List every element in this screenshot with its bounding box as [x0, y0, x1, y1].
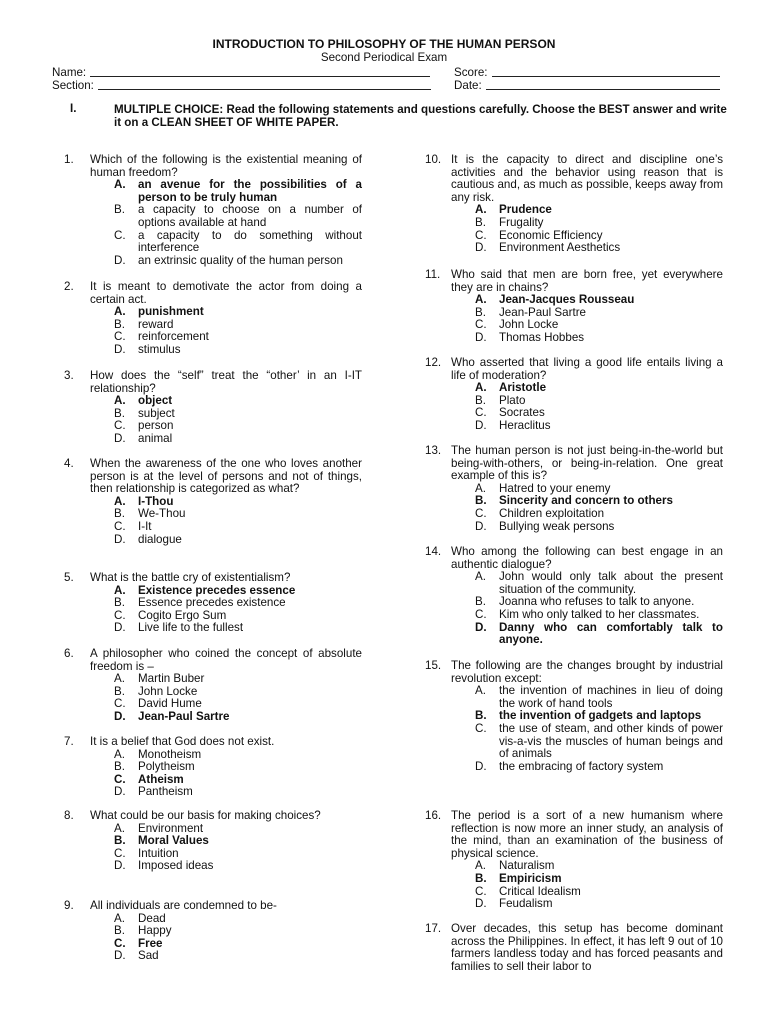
answer-option: [425, 761, 723, 774]
question-number: 7.: [64, 735, 74, 748]
answer-option: [64, 749, 362, 762]
answer-option: [425, 860, 723, 873]
name-field[interactable]: [52, 66, 430, 79]
option-text: John Locke: [138, 684, 198, 698]
answer-option: [64, 786, 362, 799]
option-text: the embracing of factory system: [499, 759, 664, 773]
option-letter: C.: [475, 607, 487, 621]
question-16: [425, 810, 723, 911]
option-text: reinforcement: [138, 330, 209, 344]
answer-option: [425, 217, 723, 230]
option-text: the use of steam, and other kinds of power vis-a-vis the muscles of human beings and of animals: [499, 721, 723, 761]
option-letter: B.: [114, 760, 125, 774]
question-number: 13.: [425, 444, 442, 457]
question-9: [64, 900, 362, 963]
option-text: Environment Aesthetics: [499, 241, 621, 255]
option-letter: D.: [114, 621, 126, 635]
question-8: [64, 810, 362, 873]
answer-option: [64, 204, 362, 229]
question-number: 10.: [425, 153, 442, 166]
option-letter: A.: [114, 305, 126, 319]
option-text: Polytheism: [138, 760, 195, 774]
date-field[interactable]: [454, 79, 720, 92]
answer-option: [425, 898, 723, 911]
option-text: a capacity to choose on a number of options available at hand: [138, 203, 362, 229]
option-text: John would only talk about the present situation of the community.: [499, 570, 723, 596]
answer-option: [64, 774, 362, 787]
option-text: Plato: [499, 393, 526, 407]
option-letter: D.: [114, 949, 126, 963]
option-text: Sad: [138, 949, 159, 963]
option-letter: B.: [475, 709, 487, 723]
option-text: I-Thou: [138, 494, 174, 508]
option-letter: C.: [475, 506, 487, 520]
question-stem: [64, 736, 362, 749]
answer-option: [425, 382, 723, 395]
answer-option: [64, 420, 362, 433]
section-field[interactable]: [52, 79, 431, 92]
option-text: Atheism: [138, 772, 184, 786]
option-letter: D.: [475, 330, 487, 344]
exam-header: [0, 38, 768, 64]
answer-option: [64, 622, 362, 635]
answer-option: [425, 242, 723, 255]
question-stem: [64, 900, 362, 913]
option-text: an extrinsic quality of the human person: [138, 253, 343, 267]
option-letter: D.: [475, 418, 487, 432]
answer-option: [425, 873, 723, 886]
option-text: Critical Idealism: [499, 884, 581, 898]
answer-option: [64, 597, 362, 610]
question-5: [64, 572, 362, 635]
answer-option: [425, 407, 723, 420]
option-letter: B.: [114, 406, 125, 420]
exam-subtitle: Second Periodical Exam: [320, 51, 448, 64]
question-stem: [64, 810, 362, 823]
question-6: [64, 648, 362, 724]
question-number: 5.: [64, 571, 74, 584]
answer-option: [64, 331, 362, 344]
option-text: an avenue for the possibilities of a person to be truly human: [138, 178, 362, 204]
option-text: Live life to the fullest: [138, 621, 244, 635]
option-text: Kim who only talked to her classmates.: [499, 607, 700, 621]
answer-option: [64, 848, 362, 861]
question-stem: [64, 370, 362, 395]
option-letter: D.: [114, 859, 126, 873]
option-text: dialogue: [138, 532, 182, 546]
option-letter: D.: [114, 709, 126, 723]
option-text: Happy: [138, 924, 172, 938]
question-number: 14.: [425, 545, 442, 558]
option-letter: C.: [475, 228, 487, 242]
option-text: David Hume: [138, 697, 202, 711]
question-text: The following are the changes brought by industrial revolution except:: [451, 659, 723, 685]
question-number: 3.: [64, 369, 74, 382]
option-text: punishment: [138, 305, 204, 319]
option-text: I-It: [138, 519, 152, 533]
question-13: [425, 445, 723, 533]
option-letter: A.: [475, 203, 487, 217]
option-letter: D.: [114, 431, 126, 445]
option-letter: A.: [114, 178, 126, 192]
option-letter: D.: [114, 785, 126, 799]
question-1: [64, 154, 362, 267]
answer-option: [425, 395, 723, 408]
option-letter: A.: [475, 293, 487, 307]
answer-option: [64, 319, 362, 332]
question-number: 15.: [425, 659, 442, 672]
option-letter: C.: [114, 608, 126, 622]
option-text: Frugality: [499, 215, 544, 229]
answer-option: [425, 571, 723, 596]
option-text: Cogito Ergo Sum: [138, 608, 227, 622]
answer-option: [425, 508, 723, 521]
answer-option: [64, 230, 362, 255]
question-number: 2.: [64, 280, 74, 293]
question-number: 9.: [64, 899, 74, 912]
option-letter: C.: [475, 318, 487, 332]
option-text: Socrates: [499, 406, 545, 420]
answer-option: [64, 823, 362, 836]
question-text: Which of the following is the existential meaning of human freedom?: [90, 153, 362, 179]
option-letter: C.: [475, 884, 487, 898]
option-letter: C.: [114, 846, 126, 860]
option-letter: D.: [114, 342, 126, 356]
question-text: What is the battle cry of existentialism?: [90, 571, 291, 584]
answer-option: [64, 521, 362, 534]
option-text: Monotheism: [138, 747, 202, 761]
option-letter: B.: [114, 924, 125, 938]
question-stem: [64, 281, 362, 306]
answer-option: [425, 420, 723, 433]
option-letter: A.: [475, 570, 486, 584]
option-letter: B.: [475, 871, 487, 885]
option-letter: B.: [114, 317, 125, 331]
option-text: Thomas Hobbes: [499, 330, 585, 344]
question-number: 1.: [64, 153, 74, 166]
option-letter: D.: [114, 532, 126, 546]
option-letter: D.: [475, 897, 487, 911]
option-letter: B.: [114, 596, 125, 610]
option-letter: A.: [475, 381, 487, 395]
question-stem: [64, 458, 362, 496]
score-label: Score:: [454, 66, 488, 79]
option-letter: C.: [114, 772, 126, 786]
question-15: [425, 660, 723, 773]
answer-option: [64, 925, 362, 938]
question-14: [425, 546, 723, 647]
option-letter: D.: [475, 241, 487, 255]
question-text: A philosopher who coined the concept of absolute freedom is –: [90, 647, 362, 673]
name-line[interactable]: [90, 66, 430, 77]
question-stem: [425, 546, 723, 571]
option-text: Jean-Paul Sartre: [499, 305, 586, 319]
option-letter: C.: [114, 519, 126, 533]
answer-option: [425, 886, 723, 899]
section-line[interactable]: [98, 79, 431, 90]
question-17: [425, 923, 723, 973]
option-text: Naturalism: [499, 859, 555, 873]
option-text: a capacity to do something without interference: [138, 228, 362, 255]
option-text: We-Thou: [138, 507, 186, 521]
option-text: object: [138, 394, 173, 408]
answer-option: [64, 913, 362, 926]
option-text: Economic Efficiency: [499, 228, 603, 242]
option-letter: B.: [114, 834, 126, 848]
question-number: 16.: [425, 809, 442, 822]
question-stem: [425, 810, 723, 860]
question-stem: [64, 154, 362, 179]
option-text: Jean-Paul Sartre: [138, 709, 230, 723]
option-letter: A.: [475, 859, 486, 873]
answer-option: [425, 685, 723, 710]
question-stem: [425, 269, 723, 294]
question-text: The human person is not just being-in-the-world but being-with-others, or being-in-relation. One great example of this is?: [451, 444, 723, 483]
option-text: Jean-Jacques Rousseau: [499, 293, 635, 307]
answer-option: [64, 686, 362, 699]
question-stem: [64, 572, 362, 585]
option-letter: C.: [114, 330, 126, 344]
answer-option: [425, 521, 723, 534]
answer-option: [64, 395, 362, 408]
part-heading: [70, 103, 730, 129]
question-7: [64, 736, 362, 799]
question-text: Over decades, this setup has become dominant across the Philippines. In effect, it has left 9 out of 10 farmers landless today and has forced peasants and families to sell their labor to: [451, 922, 723, 973]
answer-option: [64, 938, 362, 951]
option-letter: A.: [114, 583, 126, 597]
answer-option: [64, 508, 362, 521]
question-text: All individuals are condemned to be-: [90, 899, 277, 912]
score-line[interactable]: [492, 66, 720, 77]
option-letter: C.: [475, 406, 487, 420]
date-line[interactable]: [486, 79, 720, 90]
option-text: Joanna who refuses to talk to anyone.: [499, 595, 695, 609]
question-text: What could be our basis for making choices?: [90, 809, 321, 822]
answer-option: [425, 307, 723, 320]
question-10: [425, 154, 723, 255]
part-instruction: MULTIPLE CHOICE: Read the following statements and questions carefully. Choose the BEST answer and write it on a CLEAN SHEET OF WHITE PAPER.: [114, 103, 727, 129]
option-letter: A.: [114, 911, 125, 925]
answer-option: [425, 332, 723, 345]
option-text: Dead: [138, 911, 166, 925]
option-text: Bullying weak persons: [499, 519, 615, 533]
question-4: [64, 458, 362, 546]
option-letter: A.: [114, 494, 126, 508]
option-text: the invention of machines in lieu of doing the work of hand tools: [499, 684, 723, 710]
answer-option: [64, 408, 362, 421]
question-12: [425, 357, 723, 433]
option-text: Empiricism: [499, 871, 562, 885]
question-text: Who said that men are born free, yet everywhere they are in chains?: [451, 268, 723, 294]
question-text: Who among the following can best engage in an authentic dialogue?: [451, 545, 723, 571]
answer-option: [64, 950, 362, 963]
date-label: Date:: [454, 79, 482, 92]
question-stem: [425, 154, 723, 204]
question-number: 12.: [425, 356, 442, 369]
answer-option: [64, 496, 362, 509]
question-text: How does the “self” treat the “other’ in an I-IT relationship?: [90, 369, 362, 395]
option-letter: A.: [114, 821, 125, 835]
answer-option: [64, 673, 362, 686]
option-letter: D.: [114, 253, 126, 267]
option-letter: B.: [475, 215, 486, 229]
question-2: [64, 281, 362, 357]
score-field[interactable]: [454, 66, 720, 79]
option-text: Environment: [138, 821, 204, 835]
option-letter: B.: [114, 507, 125, 521]
answer-option: [64, 835, 362, 848]
answer-option: [64, 433, 362, 446]
option-text: Martin Buber: [138, 672, 205, 686]
option-text: Heraclitus: [499, 418, 551, 432]
option-text: Danny who can comfortably talk to anyone.: [499, 620, 723, 647]
option-letter: B.: [475, 595, 486, 609]
answer-option: [64, 711, 362, 724]
question-text: It is a belief that God does not exist.: [90, 735, 275, 748]
answer-option: [425, 294, 723, 307]
option-text: animal: [138, 431, 173, 445]
answer-option: [425, 622, 723, 647]
question-number: 8.: [64, 809, 74, 822]
question-stem: [64, 648, 362, 673]
option-text: person: [138, 419, 174, 433]
option-letter: C.: [114, 228, 126, 242]
answer-option: [425, 723, 723, 761]
option-text: John Locke: [499, 318, 559, 332]
option-text: Essence precedes existence: [138, 596, 286, 610]
question-number: 6.: [64, 647, 74, 660]
answer-option: [425, 204, 723, 217]
option-letter: A.: [114, 672, 125, 686]
part-number: I.: [70, 102, 77, 115]
option-text: Existence precedes essence: [138, 583, 296, 597]
answer-option: [64, 534, 362, 547]
answer-option: [64, 860, 362, 873]
option-letter: B.: [475, 494, 487, 508]
option-letter: B.: [114, 203, 125, 217]
option-text: Moral Values: [138, 834, 209, 848]
option-text: Aristotle: [499, 381, 547, 395]
option-text: reward: [138, 317, 174, 331]
answer-option: [64, 179, 362, 204]
section-label: Section:: [52, 79, 94, 92]
question-stem: [425, 357, 723, 382]
question-text: Who asserted that living a good life entails living a life of moderation?: [451, 356, 723, 382]
question-text: When the awareness of the one who loves another person is at the level of persons and not of things, then relationship is categorized as what?: [90, 457, 362, 496]
answer-option: [64, 306, 362, 319]
answer-option: [425, 609, 723, 622]
option-text: subject: [138, 406, 175, 420]
answer-option: [64, 255, 362, 268]
question-stem: [425, 445, 723, 483]
question-number: 4.: [64, 457, 74, 470]
question-11: [425, 269, 723, 345]
option-letter: A.: [475, 684, 486, 698]
answer-option: [64, 761, 362, 774]
option-text: Imposed ideas: [138, 859, 214, 873]
question-number: 17.: [425, 922, 442, 935]
option-text: Pantheism: [138, 785, 193, 799]
option-letter: A.: [114, 747, 125, 761]
option-letter: B.: [475, 305, 486, 319]
option-letter: C.: [114, 697, 126, 711]
option-letter: A.: [114, 394, 126, 408]
option-text: stimulus: [138, 342, 181, 356]
option-letter: A.: [475, 481, 486, 495]
option-letter: B.: [114, 684, 125, 698]
question-number: 11.: [425, 268, 441, 281]
question-stem: [425, 923, 723, 973]
question-text: The period is a sort of a new humanism where reflection is now more an inner study, an analysis of the mind, than an examination of the business of physical science.: [451, 809, 723, 860]
option-text: Intuition: [138, 846, 179, 860]
name-label: Name:: [52, 66, 87, 79]
question-text: It is meant to demotivate the actor from doing a certain act.: [90, 280, 362, 306]
question-text: It is the capacity to direct and discipline one’s activities and the behavior using reason that is cautious and, as much as possible, keeps away from any risk.: [451, 153, 723, 204]
option-letter: C.: [114, 419, 126, 433]
exam-title: INTRODUCTION TO PHILOSOPHY OF THE HUMAN PERSON: [212, 37, 556, 51]
option-text: Feudalism: [499, 897, 553, 911]
option-text: Children exploitation: [499, 506, 605, 520]
option-text: Sincerity and concern to others: [499, 494, 673, 508]
option-letter: C.: [475, 721, 487, 735]
option-letter: D.: [475, 620, 487, 634]
answer-option: [64, 344, 362, 357]
question-stem: [425, 660, 723, 685]
option-letter: D.: [475, 759, 487, 773]
option-letter: B.: [475, 393, 486, 407]
option-text: Free: [138, 936, 163, 950]
option-text: Hatred to your enemy: [499, 481, 611, 495]
option-letter: C.: [114, 936, 126, 950]
option-text: Prudence: [499, 203, 552, 217]
option-text: the invention of gadgets and laptops: [499, 709, 702, 723]
option-letter: D.: [475, 519, 487, 533]
question-3: [64, 370, 362, 446]
